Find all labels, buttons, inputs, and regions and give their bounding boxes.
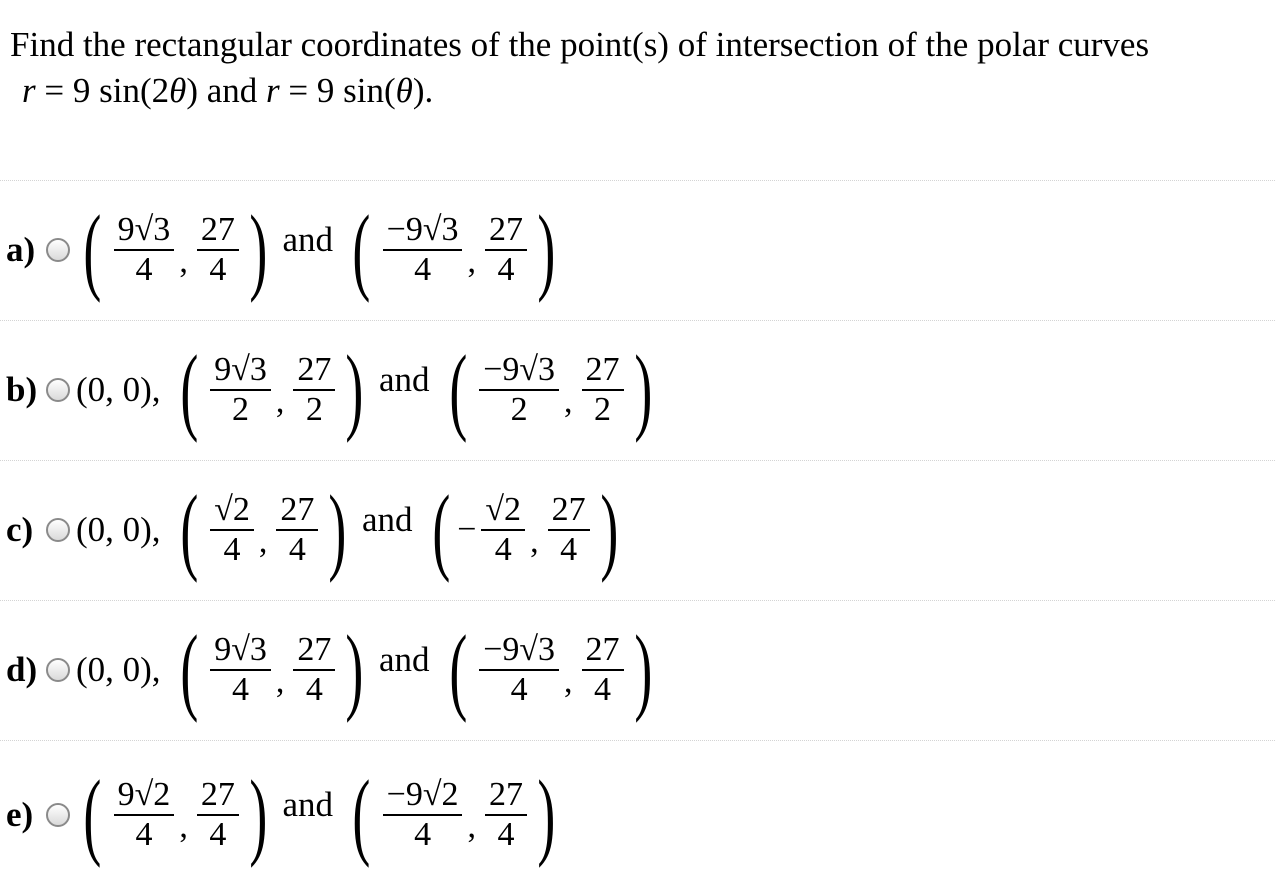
divider bbox=[0, 180, 1275, 181]
fraction bbox=[293, 351, 335, 429]
point-1 bbox=[76, 196, 274, 304]
fraction bbox=[485, 776, 527, 854]
radio-button[interactable] bbox=[46, 518, 70, 542]
option-a[interactable] bbox=[6, 190, 563, 310]
denominator: 4 bbox=[135, 251, 153, 288]
origin-point: (0, 0), bbox=[76, 510, 161, 549]
y-numerator: 27 bbox=[297, 351, 332, 388]
denominator: 4 bbox=[209, 251, 227, 288]
radio-button[interactable] bbox=[46, 378, 70, 402]
right-paren: ) bbox=[249, 196, 268, 304]
fraction bbox=[485, 211, 527, 289]
divider bbox=[0, 460, 1275, 461]
fraction bbox=[582, 631, 624, 709]
denominator: 4 bbox=[288, 531, 306, 568]
variable-theta: θ bbox=[169, 71, 187, 110]
fraction bbox=[548, 491, 590, 569]
denominator: 4 bbox=[135, 816, 153, 853]
question-line-2 bbox=[10, 68, 1260, 114]
denominator: 2 bbox=[232, 391, 250, 428]
option-d[interactable] bbox=[6, 610, 659, 730]
denominator: 2 bbox=[305, 391, 323, 428]
option-letter: a) bbox=[6, 230, 36, 269]
equation-part: = 9 sin( bbox=[279, 71, 396, 110]
option-letter: b) bbox=[6, 370, 38, 409]
divider bbox=[0, 600, 1275, 601]
option-b[interactable] bbox=[6, 330, 659, 450]
y-numerator: 27 bbox=[280, 491, 315, 528]
point-2 bbox=[345, 196, 563, 304]
right-paren: ) bbox=[599, 476, 618, 584]
right-paren: ) bbox=[249, 761, 268, 869]
left-paren: ( bbox=[448, 336, 467, 444]
question-text bbox=[10, 22, 1260, 114]
divider bbox=[0, 320, 1275, 321]
equation-part: ) and bbox=[186, 71, 267, 110]
fraction bbox=[276, 491, 318, 569]
negative-sign: − bbox=[457, 511, 477, 548]
x-numerator: 9√3 bbox=[117, 211, 171, 248]
fraction bbox=[114, 776, 175, 854]
denominator: 4 bbox=[560, 531, 578, 568]
point-1 bbox=[173, 476, 354, 584]
radio-button[interactable] bbox=[46, 658, 70, 682]
denominator: 4 bbox=[414, 816, 432, 853]
right-paren: ) bbox=[633, 616, 652, 724]
comma: , bbox=[179, 243, 188, 280]
and-label: and bbox=[362, 500, 413, 539]
point-2 bbox=[442, 336, 660, 444]
fraction bbox=[479, 631, 559, 709]
left-paren: ( bbox=[83, 196, 102, 304]
denominator: 4 bbox=[497, 251, 515, 288]
origin-point: (0, 0), bbox=[76, 650, 161, 689]
denominator: 4 bbox=[209, 816, 227, 853]
right-paren: ) bbox=[345, 336, 364, 444]
y-numerator: 27 bbox=[488, 211, 523, 248]
and-label: and bbox=[379, 360, 430, 399]
y-numerator: 27 bbox=[551, 491, 586, 528]
fraction bbox=[383, 776, 463, 854]
point-1 bbox=[173, 336, 371, 444]
fraction bbox=[210, 491, 254, 569]
denominator: 4 bbox=[494, 531, 512, 568]
right-paren: ) bbox=[537, 196, 556, 304]
left-paren: ( bbox=[179, 476, 198, 584]
divider bbox=[0, 740, 1275, 741]
variable-theta: θ bbox=[395, 71, 413, 110]
x-numerator: √2 bbox=[214, 491, 250, 528]
option-c[interactable] bbox=[6, 470, 625, 590]
right-paren: ) bbox=[633, 336, 652, 444]
radio-button[interactable] bbox=[46, 238, 70, 262]
fraction bbox=[481, 491, 525, 569]
point-2 bbox=[442, 616, 660, 724]
left-paren: ( bbox=[431, 476, 450, 584]
comma: , bbox=[258, 523, 268, 560]
option-letter: e) bbox=[6, 795, 34, 834]
fraction bbox=[210, 351, 271, 429]
comma: , bbox=[564, 383, 573, 420]
radio-button[interactable] bbox=[46, 803, 70, 827]
point-2 bbox=[425, 476, 626, 584]
right-paren: ) bbox=[328, 476, 347, 584]
fraction bbox=[479, 351, 559, 429]
comma: , bbox=[530, 523, 539, 560]
denominator: 2 bbox=[510, 391, 528, 428]
y-numerator: 27 bbox=[585, 631, 620, 668]
denominator: 4 bbox=[510, 671, 528, 708]
x-numerator: −9√3 bbox=[386, 211, 459, 248]
fraction bbox=[114, 211, 175, 289]
option-e[interactable] bbox=[6, 755, 563, 875]
and-label: and bbox=[282, 220, 333, 259]
comma: , bbox=[179, 808, 188, 845]
left-paren: ( bbox=[179, 616, 198, 724]
x-numerator: 9√3 bbox=[214, 631, 267, 668]
fraction bbox=[582, 351, 624, 429]
fraction bbox=[383, 211, 463, 289]
left-paren: ( bbox=[83, 761, 102, 869]
comma: , bbox=[467, 808, 476, 845]
denominator: 4 bbox=[414, 251, 432, 288]
comma: , bbox=[275, 663, 285, 700]
x-numerator: −9√2 bbox=[386, 776, 459, 813]
variable-r: r bbox=[266, 71, 280, 110]
equation-part: = 9 sin(2 bbox=[35, 71, 170, 110]
variable-r: r bbox=[22, 71, 36, 110]
x-numerator: −9√3 bbox=[483, 631, 556, 668]
and-label: and bbox=[282, 785, 333, 824]
question-line-1: Find the rectangular coordinates of the point(s) of intersection of the polar curves bbox=[10, 25, 1150, 64]
equation-part: ). bbox=[412, 71, 434, 110]
right-paren: ) bbox=[345, 616, 364, 724]
y-numerator: 27 bbox=[297, 631, 332, 668]
point-1 bbox=[173, 616, 371, 724]
y-numerator: 27 bbox=[488, 776, 523, 813]
comma: , bbox=[467, 243, 476, 280]
denominator: 2 bbox=[594, 391, 612, 428]
and-label: and bbox=[379, 640, 430, 679]
left-paren: ( bbox=[448, 616, 467, 724]
denominator: 4 bbox=[305, 671, 323, 708]
x-numerator: 9√2 bbox=[117, 776, 171, 813]
y-numerator: 27 bbox=[200, 211, 235, 248]
left-paren: ( bbox=[352, 761, 371, 869]
fraction bbox=[197, 776, 239, 854]
denominator: 4 bbox=[232, 671, 250, 708]
right-paren: ) bbox=[537, 761, 556, 869]
left-paren: ( bbox=[352, 196, 371, 304]
x-numerator: −9√3 bbox=[483, 351, 556, 388]
point-2 bbox=[345, 761, 563, 869]
x-numerator: √2 bbox=[485, 491, 522, 528]
denominator: 4 bbox=[594, 671, 612, 708]
comma: , bbox=[564, 663, 573, 700]
denominator: 4 bbox=[223, 531, 241, 568]
option-letter: d) bbox=[6, 650, 38, 689]
option-letter: c) bbox=[6, 510, 34, 549]
comma: , bbox=[275, 383, 285, 420]
left-paren: ( bbox=[179, 336, 198, 444]
point-1 bbox=[76, 761, 274, 869]
fraction bbox=[293, 631, 335, 709]
fraction bbox=[197, 211, 239, 289]
fraction bbox=[210, 631, 271, 709]
y-numerator: 27 bbox=[200, 776, 235, 813]
origin-point: (0, 0), bbox=[76, 370, 161, 409]
y-numerator: 27 bbox=[585, 351, 620, 388]
denominator: 4 bbox=[497, 816, 515, 853]
x-numerator: 9√3 bbox=[214, 351, 267, 388]
